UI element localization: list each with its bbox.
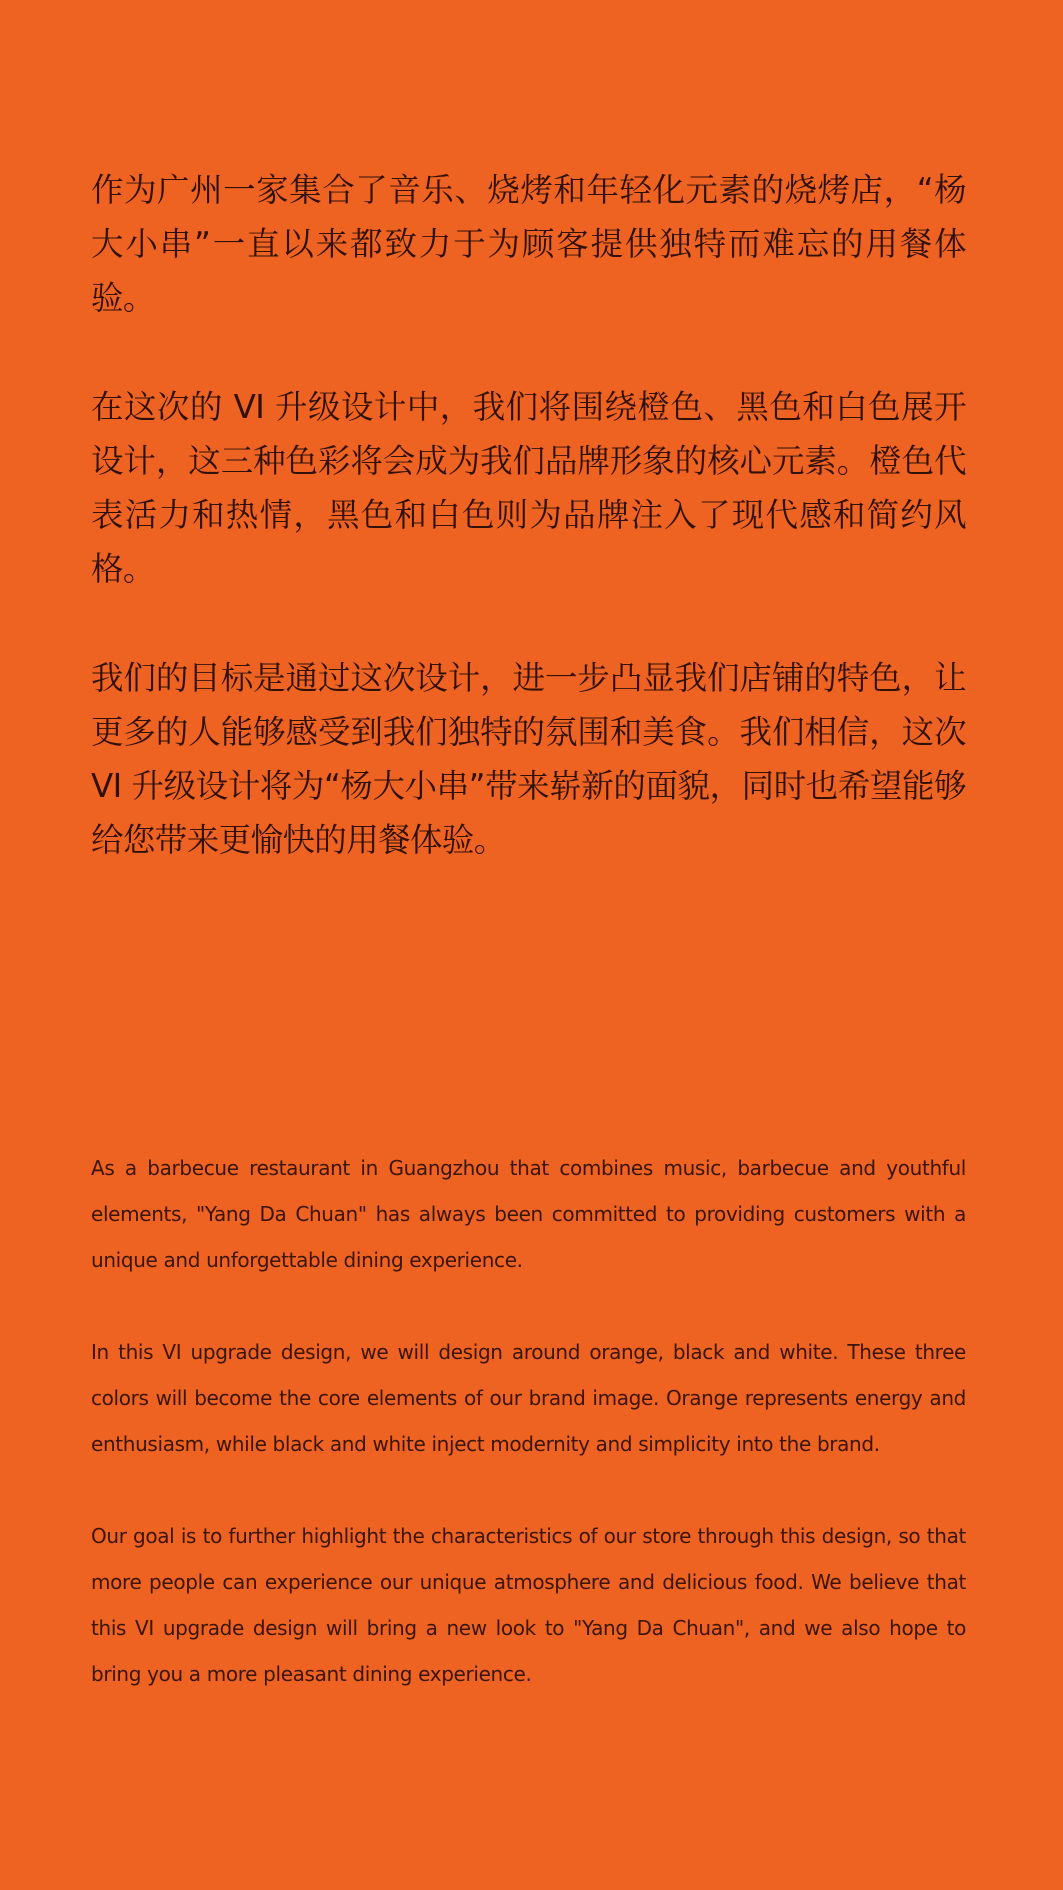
chinese-text-section xyxy=(91,163,966,922)
chinese-paragraph-goal: 我们的目标是通过这次设计，进一步凸显我们店铺的特色，让更多的人能够感受到我们独特的氛围和美食。我们相信，这次 VI 升级设计将为“杨大小串”带来崭新的面貌，同时也希望能够给您带来更愉快的用餐体验。 xyxy=(91,659,966,859)
chinese-paragraph-intro: 作为广州一家集合了音乐、烧烤和年轻化元素的烧烤店，“杨大小串”一直以来都致力于为顾客提供独特而难忘的用餐体验。 xyxy=(91,171,966,317)
english-text-section xyxy=(91,1145,966,1743)
chinese-paragraph-colors: 在这次的 VI 升级设计中，我们将围绕橙色、黑色和白色展开设计，这三种色彩将会成为我们品牌形象的核心元素。橙色代表活力和热情，黑色和白色则为品牌注入了现代感和简约风格。 xyxy=(91,388,966,588)
english-paragraph-colors: In this VI upgrade design, we will design around orange, black and white. These three colors will become the core elements of our brand image. Orange represents energy and enthusiasm, while black and white inject modernity and simplicity into the brand. xyxy=(91,1340,966,1456)
english-paragraph-goal: Our goal is to further highlight the characteristics of our store through this design, so that more people can experience our unique atmosphere and delicious food. We believe that this VI upgrade design will bring a new look to "Yang Da Chuan", and we also hope to bring you a more pleasant dining experience. xyxy=(91,1524,966,1686)
english-paragraph-intro: As a barbecue restaurant in Guangzhou that combines music, barbecue and youthful elements, "Yang Da Chuan" has always been committed to providing customers with a unique and unforgettable dining experience. xyxy=(91,1156,966,1272)
